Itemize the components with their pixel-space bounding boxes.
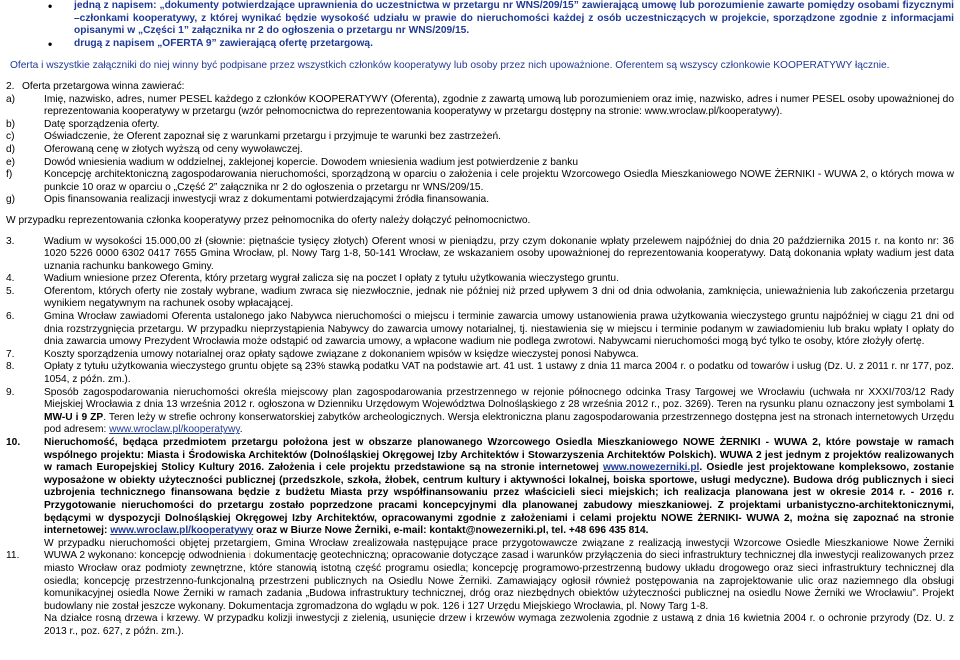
numbered-item: 10. Nieruchomość, będąca przedmiotem przetargu położona jest w obszarze planowanego Wzorcowego Osiedla Mieszkaniowego NOWE ŻERNIKI - WUWA 2, które powstaje w ramach wspólnego projektu: Miasta i Środowiska Architektów (Dolnośląskiej Okręgowej Izby Architektów i Stowarzyszenia Architektów Polskich). WUWA 2 jest jednym z projektów realizowanych w ramach Europejskiej Stolicy Kultury 2016. Założenia i cele projektu przedstawione są na stronie internetowej www.nowezerniki.pl. Osiedle jest projektowane kompleksowo, zostanie wyposażone w obiekty użyteczności publicznej (przedszkole, szkoła, żłobek, centrum kultury i aktywności lokalnej, boiska sportowe, usługi medyczne). Budowa dróg publicznych i sieci uzbrojenia technicznego finansowana będzie z budżetu Miasta przy współfinansowaniu przez właścicieli sieci miejskich; ich realizacja planowana jest w okresie 2014 r. - 2016 r. Przygotowanie nieruchomości do przetargu zostało poprzedzone pracami koncepcyjnymi dla planowanej zabudowy mieszkaniowej. Z projektami urbanistyczno-architektonicznymi, będącymi w dyspozycji Dolnośląskiej Okręgowej Izby Architektów, opracowanymi zgodnie z założeniami i celami projektu NOWE ŻERNIKI- WUWA 2, można się zapoznać na stronie internetowej: www.wroclaw.pl/kooperatywy oraz w Biurze Nowe Żerniki, e-mail: kontakt@nowezerniki.pl, tel. +48 696 435 814.: [6, 437, 954, 537]
nowezerniki-link[interactable]: www.nowezerniki.pl: [602, 462, 700, 474]
section-2-heading: 2. Oferta przetargowa winna zawierać:: [6, 80, 185, 92]
numbered-item: 6. Gmina Wrocław zawiadomi Oferenta ustalonego jako Nabywca nieruchomości o miejscu i terminie zawarcia umowy ustanowienia prawa użytkowania wieczystego gruntu najpóźniej w ciągu 21 dni od dnia rozstrzygnięcia przetargu. W przypadku nieprzystąpienia Nabywcy do zawarcia umowy notarialnej, tj. niestawienia się w miejscu i terminie podanym w zawiadomieniu lub braku wpłaty I opłaty do dnia zawarcia umowy Prezydent Wrocławia może odstąpić od zawarcia umowy, a wpłacone wadium nie podlega zwrotowi. Nabywcami nieruchomości mogą być tylko te osoby, które złożyły ofertę.: [6, 311, 954, 348]
list-item: e) Dowód wniesienia wadium w oddzielnej, zaklejonej kopercie. Dowodem wniesienia wadium jest potwierdzenie z banku: [6, 156, 578, 168]
proxy-note: W przypadku reprezentowania członka kooperatywy przez pełnomocnika do oferty należy dołączyć pełnomocnictwo.: [6, 214, 531, 226]
bullet-text: jedną z napisem: „dokumenty potwierdzające uprawnienia do uczestnictwa w przetargu nr WNS/209/15” zawierającą umowę lub porozumienie zawarte pomiędzy osobami fizycznymi –członkami kooperatywy, z której wynikać będzie wysokość udziału w prawie do nieruchomości każdej z osób uczestniczących w projekcie, sporządzone zgodnie z informacjami opisanymi w „Części 1” załącznika nr 2 do ogłoszenia o przetargu nr WNS/209/15.: [74, 0, 954, 37]
signature-note: Oferta i wszystkie załączniki do niej winny być podpisane przez wszystkich członków kooperatywy lub osoby przez nich upoważnione. Oferentem są wszyscy członkowie KOOPERATYWY łącznie.: [10, 60, 890, 72]
list-item: g) Opis finansowania realizacji inwestycji wraz z dokumentami potwierdzającymi źródła finansowania.: [6, 194, 490, 206]
list-item: f) Koncepcję architektoniczną zagospodarowania nieruchomości, sporządzoną w oparciu o założenia i cele projektu Wzorcowego Osiedla Mieszkaniowego NOWE ŻERNIKI - WUWA 2, o których mowa w punkcie 10 oraz w oparciu o „Część 2” załącznika nr 2 do ogłoszenia o przetargu nr WNS/209/15.: [6, 169, 954, 193]
list-item: a) Imię, nazwisko, adres, numer PESEL każdego z członków KOOPERATYWY (Oferenta), zgodnie z zawartą umową lub porozumieniem oraz imię, nazwisko, adres i numer PESEL osoby upoważnionej do reprezentowania kooperatywy w przetargu (wzór pełnomocnictwa do reprezentowania kooperatywy w przetargu dostępny na stronie: www.wroclaw.pl/kooperatywy).: [6, 93, 954, 118]
list-item: c) Oświadczenie, że Oferent zapoznał się z warunkami przetargu i przyjmuje te warunki bez zastrzeżeń.: [6, 131, 501, 143]
bullet-icon: [48, 38, 74, 53]
bullet-item: [6, 38, 954, 53]
bullet-item: [6, 0, 954, 38]
numbered-item: 5. Oferentom, których oferty nie zostały wybrane, wadium zwraca się niezwłocznie, jednak nie później niż przed upływem 3 dni od dnia odwołania, zamknięcia, unieważnienia lub zakończenia przetargu wynikiem negatywnym na rachunek osoby wpłacającej.: [6, 285, 954, 310]
bullet-text: drugą z napisem „OFERTA 9” zawierającą ofertę przetargową.: [74, 37, 373, 49]
kooperatywy-link[interactable]: www.wroclaw.pl/kooperatywy: [109, 424, 240, 436]
kooperatywy-link[interactable]: www.wroclaw.pl/kooperatywy: [110, 525, 254, 537]
plan-symbol: 1 MW-U i 9 ZP: [44, 399, 954, 423]
list-item: b) Datę sporządzenia oferty.: [6, 118, 160, 130]
numbered-item: 3. Wadium w wysokości 15.000,00 zł (słownie: piętnaście tysięcy złotych) Oferent wnosi w pieniądzu, przy czym dokonanie wpłaty przelewem najpóźniej do dnia 20 października 2015 r. na konto nr: 36 1020 5226 0000 6302 0417 7655 Gmina Wrocław, pl. Nowy Targ 1-8, 50-141 Wrocław, ze wskazaniem osoby upoważnionej do reprezentowania kooperatywy. Datą dokonania wpłaty wadium jest data uznania rachunku bankowego Gminy.: [6, 235, 954, 272]
numbered-item: 4. Wadium wniesione przez Oferenta, który przetarg wygrał zalicza się na poczet I opłaty z tytułu użytkowania wieczystego gruntu.: [6, 273, 619, 285]
list-item: d) Oferowaną cenę w złotych wyższą od ceny wywoławczej.: [6, 143, 303, 155]
bullet-icon: [48, 0, 74, 38]
numbered-item: 7. Koszty sporządzenia umowy notarialnej oraz opłaty sądowe związane z dokonaniem wpisów w księdze wieczystej ponosi Nabywca.: [6, 348, 639, 360]
numbered-item: 8. Opłaty z tytułu użytkowania wieczystego gruntu objęte są 23% stawką podatku VAT na podstawie art. 41 ust. 1 ustawy z dnia 11 marca 2004 r. o podatku od towarów i usług (Dz. U. z 2011 r. nr 177, poz. 1054, z późn. zm.).: [6, 361, 954, 386]
marker-glyph: i: [248, 550, 251, 562]
numbered-item: 11. W przypadku nieruchomości objętej przetargiem, Gmina Wrocław zrealizowała następujące prace przygotowawcze związane z realizacją inwestycji Wzorcowe Osiedle Mieszkaniowe Nowe Żerniki WUWA 2 wykonano: koncepcję odwodnienia i dokumentację geotechniczną; opracowanie dotyczące zasad i warunków przyłączenia do sieci infrastruktury technicznej dla inwestycji realizowanych przez miasto Wrocław oraz podmioty zewnętrzne, które stanowią istotną część programu osiedla; koncepcję programowo-przestrzenną budowy układu drogowego oraz sieci infrastruktury technicznej dla osiedla; koncepcję przestrzenno-funkcjonalną przestrzeni publicznych na Osiedlu Nowe Żerniki. Zamawiający ogłosił również postępowania na zaprojektowanie ulic oraz naziemnego dla obsługi komunikacyjnej osiedla Nowe Żerniki w ramach zadania „Budowa infrastruktury technicznej, dróg oraz niezbędnych obiektów użyteczności publicznej na osiedlu Nowe Żerniki we Wrocławiu”. Projekt budowlany nie został jeszcze wykonany. Dokumentacja zgromadzona do wglądu w pok. 126 i 127 Urzędu Miejskiego Wrocławia, pl. Nowy Targ 1-8. Na działce rosną drzewa i krzewy. W przypadku kolizji inwestycji z zielenią, usunięcie drzew i krzewów wymaga zezwolenia zgodnie z ustawą z dnia 16 kwietnia 2004 r. o ochronie przyrody (Dz. U. z 2013 r., poz. 627, z późn. zm.).: [6, 537, 954, 637]
numbered-item: 9. Sposób zagospodarowania nieruchomości określa miejscowy plan zagospodarowania przestrzennego w rejonie północnego odcinka Trasy Targowej we Wrocławiu (uchwała nr XXXI/703/12 Rady Miejskiej Wrocławia z dnia 13 września 2012 r. ogłoszona w Dzienniku Urzędowym Województwa Dolnośląskiego z 28 września 2012 r., poz. 3269). Teren na rysunku planu oznaczony jest symbolami 1 MW-U i 9 ZP. Teren leży w strefie ochrony konserwatorskiej zabytków archeologicznych. Wersja elektroniczna planu zagospodarowania przestrzennego dostępna jest na stronach internetowych Urzędu pod adresem: www.wroclaw.pl/kooperatywy.: [6, 386, 954, 436]
